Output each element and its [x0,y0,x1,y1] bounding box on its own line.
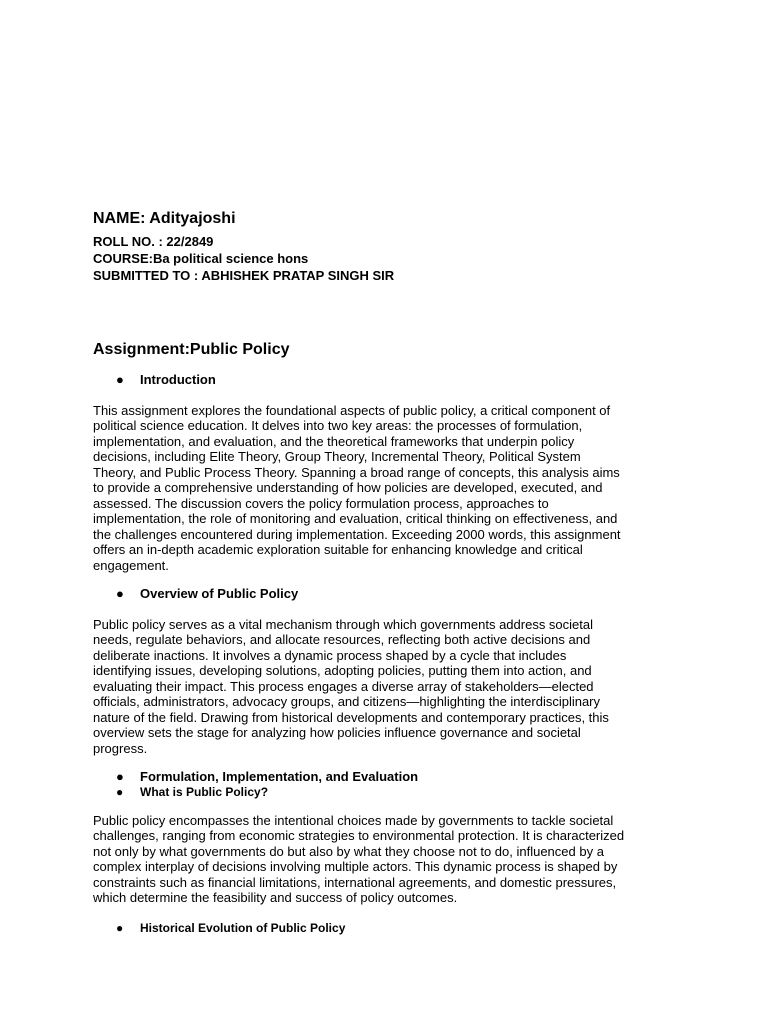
section-heading: Formulation, Implementation, and Evaluation [140,769,419,784]
paragraph-line: evaluating their impact. This process engages a diverse array of stakeholders—elected [93,678,594,694]
bullet-dot: ● [116,586,124,601]
paragraph-line: Public policy encompasses the intentional choices made by governments to tackle societal [93,813,614,828]
submitted-to: SUBMITTED TO : ABHISHEK PRATAP SINGH SIR [93,268,395,283]
paragraph-line: needs, regulate behaviors, and allocate resources, reflecting both active decisions and [93,632,591,648]
bullet-overview [116,586,298,602]
bullet-historical [116,920,345,936]
paragraph-line: offers an in-depth academic exploration suitable for enhancing knowledge and critical [93,542,583,558]
introduction-paragraph [93,403,673,573]
paragraph-line: not only by what governments do but also by what they choose not to do, influenced by a [93,843,604,859]
paragraph-line: officials, administrators, advocacy groups, and citizens—highlighting the interdisciplinary [93,694,601,710]
roll-number: ROLL NO. : 22/2849 [93,234,214,249]
bullet-dot: ● [116,921,124,935]
bullet-what-is [116,784,268,800]
paragraph-line: decisions, including Elite Theory, Group Theory, Incremental Theory, Political System [93,449,581,465]
bullet-dot: ● [116,372,124,387]
paragraph-line: overview sets the stage for analyzing how policies influence governance and societal [93,725,581,741]
paragraph-line: political science education. It delves into two key areas: the processes of formulation, [93,418,583,434]
paragraph-line: constraints such as financial limitations, international agreements, and domestic pressures, [93,874,617,890]
overview-paragraph [93,617,673,756]
paragraph-line: Theory, and Public Process Theory. Spanning a broad range of concepts, this analysis aims [93,464,620,480]
paragraph-line: This assignment explores the foundational aspects of public policy, a critical component of [93,403,611,418]
paragraph-line: challenges, ranging from economic strategies to environmental protection. It is characterized [93,828,625,844]
paragraph-line: Public policy serves as a vital mechanism through which governments address societal [93,617,594,632]
bullet-introduction [116,372,216,388]
section-heading: Historical Evolution of Public Policy [140,921,346,935]
section-heading: What is Public Policy? [140,785,269,799]
bullet-dot: ● [116,769,124,784]
paragraph-line: engagement. [93,557,169,573]
paragraph-line: identifying issues, developing solutions, adopting policies, putting them into action, and [93,663,592,679]
paragraph-line: the challenges encountered during implementation. Exceeding 2000 words, this assignment [93,526,621,542]
paragraph-line: deliberate inactions. It involves a dynamic process shaped by a cycle that includes [93,647,567,663]
paragraph-line: implementation, and evaluation, and the theoretical frameworks that underpin policy [93,433,575,449]
paragraph-line: to provide a comprehensive understanding of how policies are developed, executed, and [93,480,603,496]
paragraph-line: which determine the feasibility and success of policy outcomes. [93,890,458,906]
bullet-formulation [116,769,418,785]
paragraph-line: progress. [93,740,148,756]
student-name: NAME: Adityajoshi [93,210,236,227]
section-heading: Overview of Public Policy [140,586,299,601]
paragraph-line: nature of the field. Drawing from historical developments and contemporary practices, this [93,709,609,725]
what-is-paragraph [93,813,673,906]
section-heading: Introduction [140,372,216,387]
bullet-dot: ● [116,785,124,799]
paragraph-line: implementation, the role of monitoring and evaluation, critical thinking on effectiveness, and [93,511,618,527]
paragraph-line: complex interplay of decisions involving multiple actors. This dynamic process is shaped by [93,859,618,875]
paragraph-line: assessed. The discussion covers the policy formulation process, approaches to [93,495,549,511]
assignment-title: Assignment:Public Policy [93,341,290,358]
course: COURSE:Ba political science hons [93,251,309,266]
